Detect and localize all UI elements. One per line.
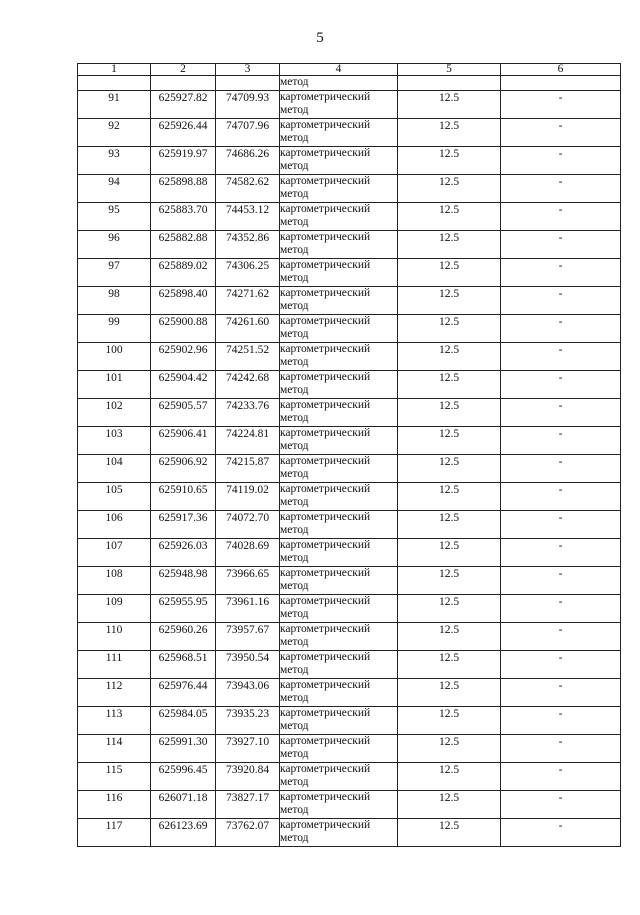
coord-y-cell: 74582.62 bbox=[216, 175, 280, 203]
coord-x-cell: 625904.42 bbox=[151, 371, 216, 399]
table-row bbox=[78, 119, 621, 147]
table-row bbox=[78, 455, 621, 483]
coord-x-cell: 625976.44 bbox=[151, 679, 216, 707]
coord-y-cell: 73943.06 bbox=[216, 679, 280, 707]
height-cell: - bbox=[501, 231, 621, 259]
point-number-cell: 99 bbox=[78, 315, 151, 343]
coord-x-cell: 625889.02 bbox=[151, 259, 216, 287]
coord-x-cell: 625902.96 bbox=[151, 343, 216, 371]
header-col-1: 1 bbox=[78, 64, 151, 76]
height-cell: - bbox=[501, 147, 621, 175]
method-line-2: метод bbox=[280, 467, 309, 480]
point-number-cell: 110 bbox=[78, 623, 151, 651]
method-cell bbox=[280, 399, 398, 427]
point-number-cell: 116 bbox=[78, 791, 151, 819]
method-cell bbox=[280, 707, 398, 735]
accuracy-cell: 12.5 bbox=[398, 119, 501, 147]
table-header-row bbox=[78, 64, 621, 76]
method-line-2: метод bbox=[280, 831, 309, 844]
height-cell: - bbox=[501, 539, 621, 567]
table-row bbox=[78, 623, 621, 651]
method-line-2: метод bbox=[280, 327, 309, 340]
point-number-cell: 113 bbox=[78, 707, 151, 735]
method-cell bbox=[280, 203, 398, 231]
point-number-cell: 106 bbox=[78, 511, 151, 539]
coord-y-cell: 74709.93 bbox=[216, 91, 280, 119]
coord-x-cell: 625919.97 bbox=[151, 147, 216, 175]
method-line-2: метод bbox=[280, 411, 309, 424]
coord-x-cell: 625926.44 bbox=[151, 119, 216, 147]
point-number-cell: 98 bbox=[78, 287, 151, 315]
method-cell bbox=[280, 735, 398, 763]
accuracy-cell: 12.5 bbox=[398, 595, 501, 623]
method-line-1: картометрический bbox=[280, 483, 371, 495]
method-line-1: картометрический bbox=[280, 91, 371, 103]
point-number-cell: 111 bbox=[78, 651, 151, 679]
table-body bbox=[78, 76, 621, 847]
coord-y-cell: 74119.02 bbox=[216, 483, 280, 511]
accuracy-cell: 12.5 bbox=[398, 343, 501, 371]
method-cell bbox=[280, 791, 398, 819]
coord-y-cell: 74072.70 bbox=[216, 511, 280, 539]
coord-y-cell: 73961.16 bbox=[216, 595, 280, 623]
method-line-2: метод bbox=[280, 719, 309, 732]
coord-x-cell: 626123.69 bbox=[151, 819, 216, 847]
method-cell bbox=[280, 623, 398, 651]
method-line-1: картометрический bbox=[280, 427, 371, 439]
accuracy-cell: 12.5 bbox=[398, 623, 501, 651]
method-line-2: метод bbox=[280, 299, 309, 312]
method-cell bbox=[280, 427, 398, 455]
method-cell bbox=[280, 511, 398, 539]
point-number-cell: 117 bbox=[78, 819, 151, 847]
method-cell bbox=[280, 91, 398, 119]
method-line-2: метод bbox=[280, 131, 309, 144]
method-cell bbox=[280, 595, 398, 623]
method-cell bbox=[280, 119, 398, 147]
accuracy-cell: 12.5 bbox=[398, 371, 501, 399]
method-cell bbox=[280, 819, 398, 847]
coord-x-cell: 625955.95 bbox=[151, 595, 216, 623]
accuracy-cell: 12.5 bbox=[398, 147, 501, 175]
table-row bbox=[78, 287, 621, 315]
method-cell bbox=[280, 483, 398, 511]
method-line-1: картометрический bbox=[280, 315, 371, 327]
coord-y-cell: 73935.23 bbox=[216, 707, 280, 735]
accuracy-cell: 12.5 bbox=[398, 791, 501, 819]
accuracy-cell: 12.5 bbox=[398, 735, 501, 763]
coord-y-cell: 74028.69 bbox=[216, 539, 280, 567]
coord-y-cell: 74251.52 bbox=[216, 343, 280, 371]
point-number-cell: 109 bbox=[78, 595, 151, 623]
height-cell: - bbox=[501, 91, 621, 119]
method-cell bbox=[280, 175, 398, 203]
method-line-2: метод bbox=[280, 663, 309, 676]
header-col-2: 2 bbox=[151, 64, 216, 76]
height-cell: - bbox=[501, 371, 621, 399]
height-cell: - bbox=[501, 595, 621, 623]
table-row bbox=[78, 91, 621, 119]
coord-x-cell: 625906.41 bbox=[151, 427, 216, 455]
accuracy-cell: 12.5 bbox=[398, 455, 501, 483]
table-row bbox=[78, 707, 621, 735]
method-line-2: метод bbox=[280, 803, 309, 816]
accuracy-cell: 12.5 bbox=[398, 567, 501, 595]
coord-y-cell: 73762.07 bbox=[216, 819, 280, 847]
point-number-cell: 115 bbox=[78, 763, 151, 791]
point-number-cell: 92 bbox=[78, 119, 151, 147]
method-line-1: картометрический bbox=[280, 371, 371, 383]
point-number-cell: 102 bbox=[78, 399, 151, 427]
accuracy-cell: 12.5 bbox=[398, 427, 501, 455]
method-line-1: картометрический bbox=[280, 651, 371, 663]
coord-x-cell: 625910.65 bbox=[151, 483, 216, 511]
coord-y-cell: 74215.87 bbox=[216, 455, 280, 483]
method-line-2: метод bbox=[280, 635, 309, 648]
height-cell: - bbox=[501, 679, 621, 707]
continuation-row bbox=[78, 76, 621, 91]
method-line-1: картометрический bbox=[280, 679, 371, 691]
method-cell bbox=[280, 315, 398, 343]
coord-y-cell: 74271.62 bbox=[216, 287, 280, 315]
accuracy-cell: 12.5 bbox=[398, 511, 501, 539]
coord-x-cell: 625883.70 bbox=[151, 203, 216, 231]
coord-y-cell: 74233.76 bbox=[216, 399, 280, 427]
accuracy-cell: 12.5 bbox=[398, 259, 501, 287]
coord-x-cell: 625927.82 bbox=[151, 91, 216, 119]
height-cell: - bbox=[501, 119, 621, 147]
table-row bbox=[78, 483, 621, 511]
coord-y-cell: 73950.54 bbox=[216, 651, 280, 679]
method-line-1: картометрический bbox=[280, 735, 371, 747]
point-number-cell: 100 bbox=[78, 343, 151, 371]
coord-y-cell: 74261.60 bbox=[216, 315, 280, 343]
table-row bbox=[78, 175, 621, 203]
height-cell: - bbox=[501, 735, 621, 763]
table-row bbox=[78, 259, 621, 287]
method-cell bbox=[280, 455, 398, 483]
accuracy-cell: 12.5 bbox=[398, 315, 501, 343]
method-line-2: метод bbox=[280, 355, 309, 368]
header-col-4: 4 bbox=[280, 64, 398, 76]
coord-x-cell: 625984.05 bbox=[151, 707, 216, 735]
method-line-1: картометрический bbox=[280, 819, 371, 831]
point-number-cell: 95 bbox=[78, 203, 151, 231]
method-line-2: метод bbox=[280, 551, 309, 564]
header-col-6: 6 bbox=[501, 64, 621, 76]
coord-x-cell: 625996.45 bbox=[151, 763, 216, 791]
method-cell bbox=[280, 287, 398, 315]
coord-y-cell: 73827.17 bbox=[216, 791, 280, 819]
height-cell: - bbox=[501, 427, 621, 455]
height-cell: - bbox=[501, 287, 621, 315]
method-line-1: картометрический bbox=[280, 539, 371, 551]
coord-y-cell: 74707.96 bbox=[216, 119, 280, 147]
method-line-2: метод bbox=[280, 271, 309, 284]
coord-x-cell: 625960.26 bbox=[151, 623, 216, 651]
table-row bbox=[78, 203, 621, 231]
point-number-cell: 93 bbox=[78, 147, 151, 175]
accuracy-cell: 12.5 bbox=[398, 203, 501, 231]
method-cell bbox=[280, 763, 398, 791]
point-number-cell: 96 bbox=[78, 231, 151, 259]
accuracy-cell: 12.5 bbox=[398, 707, 501, 735]
coord-y-cell: 74306.25 bbox=[216, 259, 280, 287]
table-row bbox=[78, 595, 621, 623]
method-line-1: картометрический bbox=[280, 259, 371, 271]
coord-x-cell: 625900.88 bbox=[151, 315, 216, 343]
accuracy-cell: 12.5 bbox=[398, 679, 501, 707]
method-cell bbox=[280, 259, 398, 287]
method-line-2: метод bbox=[280, 215, 309, 228]
point-number-cell: 97 bbox=[78, 259, 151, 287]
point-number-cell: 114 bbox=[78, 735, 151, 763]
method-cell bbox=[280, 651, 398, 679]
coord-y-cell: 74686.26 bbox=[216, 147, 280, 175]
table-row bbox=[78, 427, 621, 455]
method-line-1: картометрический bbox=[280, 567, 371, 579]
accuracy-cell: 12.5 bbox=[398, 399, 501, 427]
height-cell: - bbox=[501, 791, 621, 819]
method-line-2: метод bbox=[280, 579, 309, 592]
height-cell: - bbox=[501, 343, 621, 371]
height-cell: - bbox=[501, 203, 621, 231]
point-number-cell: 91 bbox=[78, 91, 151, 119]
height-cell: - bbox=[501, 315, 621, 343]
header-col-5: 5 bbox=[398, 64, 501, 76]
method-line-1: картометрический bbox=[280, 455, 371, 467]
accuracy-cell: 12.5 bbox=[398, 763, 501, 791]
table-row bbox=[78, 539, 621, 567]
table-row bbox=[78, 399, 621, 427]
method-line-1: картометрический bbox=[280, 399, 371, 411]
height-cell: - bbox=[501, 175, 621, 203]
point-number-cell: 101 bbox=[78, 371, 151, 399]
coord-x-cell: 625905.57 bbox=[151, 399, 216, 427]
method-line-2: метод bbox=[280, 691, 309, 704]
method-cell bbox=[280, 147, 398, 175]
method-line-2: метод bbox=[280, 439, 309, 452]
method-cell bbox=[280, 343, 398, 371]
method-cell bbox=[280, 539, 398, 567]
height-cell: - bbox=[501, 819, 621, 847]
header-col-3: 3 bbox=[216, 64, 280, 76]
point-number-cell: 108 bbox=[78, 567, 151, 595]
table-row bbox=[78, 651, 621, 679]
point-number-cell: 112 bbox=[78, 679, 151, 707]
method-line-1: картометрический bbox=[280, 343, 371, 355]
coord-x-cell: 626071.18 bbox=[151, 791, 216, 819]
method-line-2: метод bbox=[280, 523, 309, 536]
method-cell bbox=[280, 567, 398, 595]
table-row bbox=[78, 231, 621, 259]
height-cell: - bbox=[501, 763, 621, 791]
table-row bbox=[78, 343, 621, 371]
table-row bbox=[78, 819, 621, 847]
coord-x-cell: 625898.40 bbox=[151, 287, 216, 315]
method-line-2: метод bbox=[280, 383, 309, 396]
method-line-2: метод bbox=[280, 775, 309, 788]
method-line-1: картометрический bbox=[280, 119, 371, 131]
point-number-cell: 94 bbox=[78, 175, 151, 203]
method-cell bbox=[280, 231, 398, 259]
method-line-2: метод bbox=[280, 159, 309, 172]
coord-x-cell: 625917.36 bbox=[151, 511, 216, 539]
table-row bbox=[78, 511, 621, 539]
coord-x-cell: 625948.98 bbox=[151, 567, 216, 595]
coord-y-cell: 74242.68 bbox=[216, 371, 280, 399]
table-row bbox=[78, 567, 621, 595]
accuracy-cell: 12.5 bbox=[398, 539, 501, 567]
height-cell: - bbox=[501, 567, 621, 595]
accuracy-cell: 12.5 bbox=[398, 175, 501, 203]
accuracy-cell: 12.5 bbox=[398, 819, 501, 847]
method-line-1: картометрический bbox=[280, 175, 371, 187]
coord-x-cell: 625882.88 bbox=[151, 231, 216, 259]
coord-x-cell: 625991.30 bbox=[151, 735, 216, 763]
point-number-cell: 103 bbox=[78, 427, 151, 455]
accuracy-cell: 12.5 bbox=[398, 91, 501, 119]
height-cell: - bbox=[501, 511, 621, 539]
method-line-1: картометрический bbox=[280, 707, 371, 719]
accuracy-cell: 12.5 bbox=[398, 287, 501, 315]
point-number-cell: 105 bbox=[78, 483, 151, 511]
coord-y-cell: 73927.10 bbox=[216, 735, 280, 763]
method-line-1: картометрический bbox=[280, 231, 371, 243]
height-cell: - bbox=[501, 623, 621, 651]
method-line-2: метод bbox=[280, 103, 309, 116]
table-row bbox=[78, 147, 621, 175]
height-cell: - bbox=[501, 651, 621, 679]
table-row bbox=[78, 763, 621, 791]
coord-y-cell: 74453.12 bbox=[216, 203, 280, 231]
height-cell: - bbox=[501, 399, 621, 427]
accuracy-cell: 12.5 bbox=[398, 651, 501, 679]
method-line-1: картометрический bbox=[280, 623, 371, 635]
method-line-2: метод bbox=[280, 495, 309, 508]
coord-y-cell: 73920.84 bbox=[216, 763, 280, 791]
coord-x-cell: 625906.92 bbox=[151, 455, 216, 483]
coord-x-cell: 625968.51 bbox=[151, 651, 216, 679]
table-row bbox=[78, 371, 621, 399]
coord-x-cell: 625926.03 bbox=[151, 539, 216, 567]
method-line-2: метод bbox=[280, 187, 309, 200]
method-line-1: картометрический bbox=[280, 287, 371, 299]
coordinates-table bbox=[77, 63, 621, 847]
method-line-2: метод bbox=[280, 607, 309, 620]
coord-y-cell: 74352.86 bbox=[216, 231, 280, 259]
coord-y-cell: 73966.65 bbox=[216, 567, 280, 595]
method-cell bbox=[280, 679, 398, 707]
method-cell bbox=[280, 371, 398, 399]
height-cell: - bbox=[501, 483, 621, 511]
table-row bbox=[78, 679, 621, 707]
method-line-1: картометрический bbox=[280, 203, 371, 215]
height-cell: - bbox=[501, 707, 621, 735]
point-number-cell: 104 bbox=[78, 455, 151, 483]
table-row bbox=[78, 315, 621, 343]
method-line-1: картометрический bbox=[280, 595, 371, 607]
accuracy-cell: 12.5 bbox=[398, 231, 501, 259]
coord-x-cell: 625898.88 bbox=[151, 175, 216, 203]
table-row bbox=[78, 735, 621, 763]
method-line-1: картометрический bbox=[280, 763, 371, 775]
method-line-1: картометрический bbox=[280, 791, 371, 803]
table-row bbox=[78, 791, 621, 819]
coord-y-cell: 74224.81 bbox=[216, 427, 280, 455]
height-cell: - bbox=[501, 259, 621, 287]
height-cell: - bbox=[501, 455, 621, 483]
method-line-1: картометрический bbox=[280, 511, 371, 523]
page-number: 5 bbox=[316, 30, 324, 46]
accuracy-cell: 12.5 bbox=[398, 483, 501, 511]
coord-y-cell: 73957.67 bbox=[216, 623, 280, 651]
method-line-2: метод bbox=[280, 243, 309, 256]
point-number-cell: 107 bbox=[78, 539, 151, 567]
method-line-1: картометрический bbox=[280, 147, 371, 159]
continuation-text: метод bbox=[280, 76, 398, 91]
method-line-2: метод bbox=[280, 747, 309, 760]
